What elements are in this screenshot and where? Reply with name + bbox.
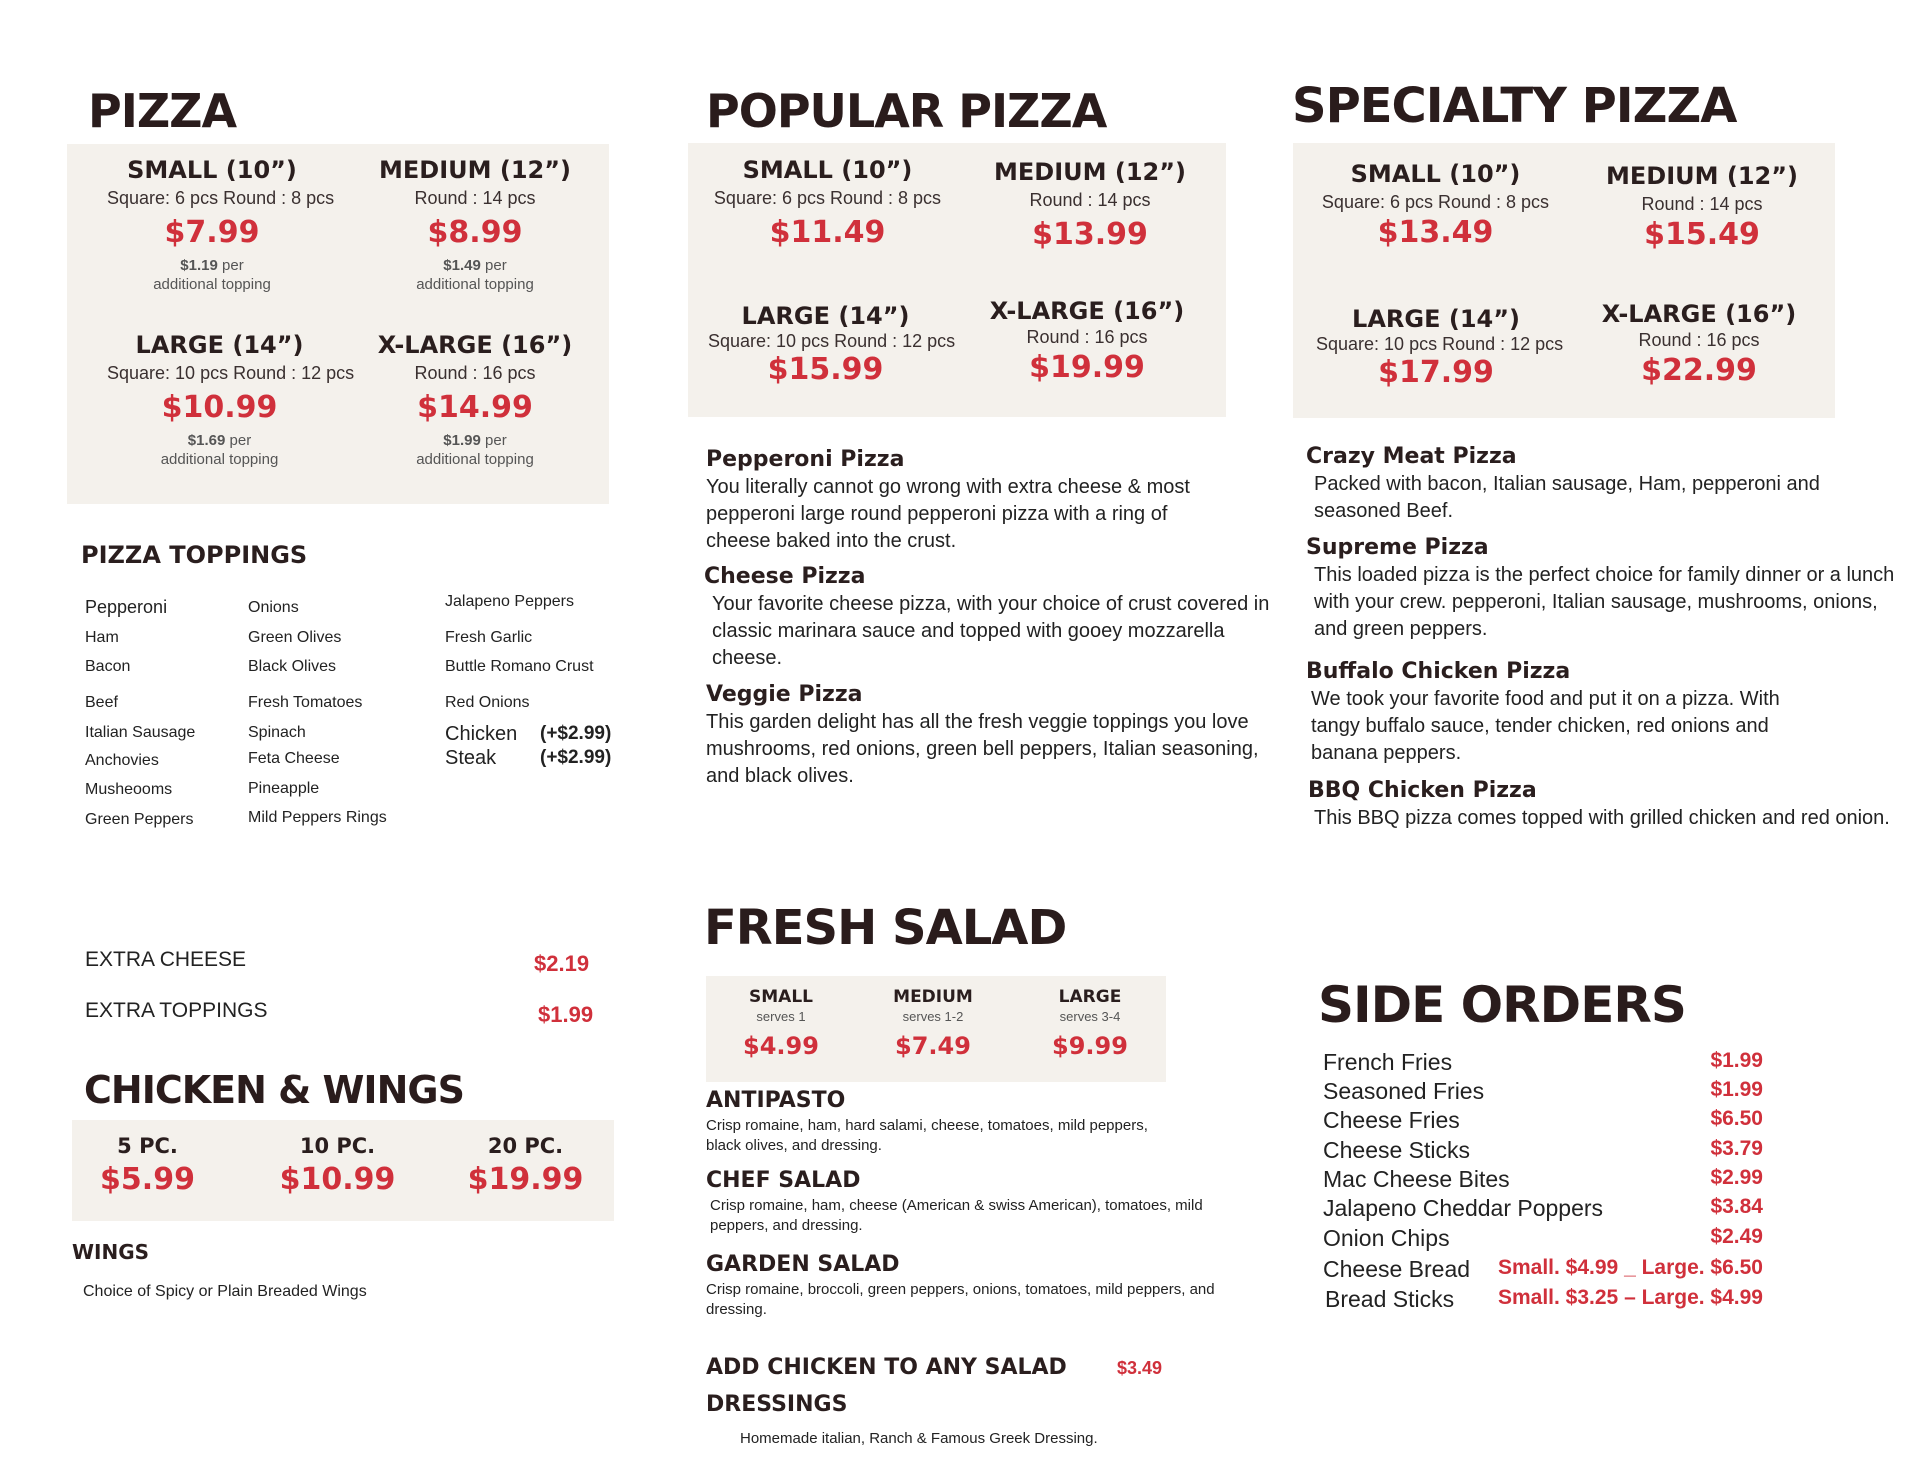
side-item-name: Cheese Fries (1323, 1107, 1460, 1133)
side-item (1323, 1166, 1763, 1193)
topping-item: Feta Cheese (248, 750, 340, 767)
side-item (1323, 1049, 1763, 1076)
menu-item-desc: This garden delight has all the fresh veggie toppings you love mushrooms, red onions, green bell peppers, Italian seasoning, and black olives. (706, 711, 1259, 787)
specialty-title: SPECIALTY PIZZA (1292, 78, 1737, 134)
size-price: $7.49 (895, 1032, 971, 1060)
side-item-name: Cheese Bread (1323, 1256, 1471, 1282)
side-item-price: $3.79 (1710, 1137, 1763, 1160)
salad-item-name: ANTIPASTO (706, 1088, 846, 1113)
size-name: MEDIUM (12”) (379, 156, 571, 184)
size-name: LARGE (14”) (1352, 305, 1520, 333)
specialty-size-xlarge (1594, 300, 1804, 388)
menu-item-name: Buffalo Chicken Pizza (1306, 659, 1571, 684)
menu-item-name: Cheese Pizza (704, 564, 866, 589)
side-item (1323, 1137, 1763, 1164)
size-count: Square: 6 pcs Round : 8 pcs (107, 188, 335, 208)
size-name: LARGE (1058, 987, 1122, 1007)
extra-cheese-price: $2.19 (534, 951, 590, 976)
side-item-price: $2.99 (1710, 1166, 1763, 1189)
menu-item-desc: This BBQ pizza comes topped with grilled chicken and red onion. (1314, 807, 1890, 829)
size-name: MEDIUM (12”) (994, 158, 1186, 186)
size-name: 5 PC. (117, 1134, 178, 1158)
size-price: $15.49 (1644, 217, 1760, 252)
dressings-desc: Homemade italian, Ranch & Famous Greek Dressing. (740, 1430, 1098, 1447)
salad-size (1025, 987, 1155, 1060)
pizza-size-large (107, 331, 355, 469)
menu-item-name: Pepperoni Pizza (706, 447, 905, 472)
side-item (1323, 1256, 1763, 1283)
pizza-size-medium (370, 156, 580, 294)
pizza-size-small (107, 156, 335, 294)
side-item-price: Small. $3.25 – Large. $4.99 (1497, 1286, 1763, 1309)
premium-topping-price: (+$2.99) (540, 723, 612, 744)
topping-item: Buttle Romano Crust (445, 658, 594, 675)
size-count: Square: 10 pcs Round : 12 pcs (708, 331, 956, 351)
side-item (1323, 1195, 1763, 1222)
premium-topping-price: (+$2.99) (540, 747, 612, 768)
side-item-name: French Fries (1323, 1049, 1453, 1075)
side-item (1323, 1286, 1763, 1313)
specialty-size-small (1318, 160, 1553, 250)
size-name: SMALL (10”) (742, 156, 913, 184)
topping-item: Bacon (85, 658, 131, 675)
side-item-name: Jalapeno Cheddar Poppers (1323, 1195, 1604, 1221)
extra-cheese-label: EXTRA CHEESE (85, 948, 247, 971)
size-count: Round : 16 pcs (414, 363, 536, 383)
size-price: $13.99 (1032, 217, 1148, 252)
popular-size-medium (985, 158, 1195, 252)
size-name: MEDIUM (12”) (1606, 162, 1798, 190)
menu-item-desc: Your favorite cheese pizza, with your choice of crust covered in classic marinara sauce and topped with gooey mozzarella cheese. (712, 593, 1270, 669)
chicken-size (458, 1134, 593, 1197)
salad-size (716, 987, 846, 1060)
size-price: $15.99 (767, 352, 884, 387)
sides-title: SIDE ORDERS (1318, 976, 1686, 1034)
menu-item-name: Supreme Pizza (1306, 535, 1489, 560)
menu-item-desc: We took your favorite food and put it on a pizza. With tangy buffalo sauce, tender chicken, red onions and banana peppers. (1311, 688, 1780, 764)
extra-toppings-price: $1.99 (538, 1002, 594, 1027)
menu-item-desc: This loaded pizza is the perfect choice for family dinner or a lunch with your crew. pepperoni, Italian sausage, mushrooms, onions, and green peppers. (1314, 564, 1895, 640)
size-name: 10 PC. (299, 1134, 376, 1158)
size-name: 20 PC. (487, 1134, 564, 1158)
size-price: $19.99 (1029, 350, 1145, 385)
salad-item-desc: Crisp romaine, broccoli, green peppers, onions, tomatoes, mild peppers, and dressing. (706, 1281, 1215, 1318)
size-price: $11.49 (769, 215, 886, 250)
size-name: X-LARGE (16”) (377, 331, 573, 359)
side-item (1323, 1225, 1763, 1252)
size-price: $4.99 (743, 1032, 819, 1060)
size-price: $8.99 (427, 215, 523, 250)
size-count: Square: 6 pcs Round : 8 pcs (713, 188, 942, 208)
popular-size-small (710, 156, 945, 250)
specialty-size-medium (1597, 162, 1807, 252)
premium-topping-name: Steak (445, 747, 497, 769)
side-item-price: $1.99 (1710, 1049, 1763, 1072)
topping-item: Green Peppers (85, 811, 194, 828)
size-count: Round : 16 pcs (1026, 327, 1148, 347)
side-item (1323, 1078, 1763, 1105)
toppings-title: PIZZA TOPPINGS (81, 541, 308, 569)
size-name: X-LARGE (16”) (989, 297, 1185, 325)
topping-item: Beef (85, 694, 118, 711)
menu-item-name: BBQ Chicken Pizza (1308, 778, 1537, 803)
size-count: Square: 6 pcs Round : 8 pcs (1321, 192, 1550, 212)
chicken-title: CHICKEN & WINGS (84, 1068, 464, 1112)
size-price: $9.99 (1052, 1032, 1128, 1060)
extra-toppings-label: EXTRA TOPPINGS (85, 999, 268, 1022)
salad-size (868, 987, 998, 1060)
salad-item-desc: Crisp romaine, ham, hard salami, cheese, tomatoes, mild peppers, black olives, and dressing. (706, 1117, 1148, 1154)
size-price: $10.99 (161, 390, 278, 425)
side-item-price: $1.99 (1710, 1078, 1763, 1101)
menu-item-desc: You literally cannot go wrong with extra cheese & most pepperoni large round pepperoni pizza with a ring of cheese baked into the crust. (706, 476, 1190, 552)
menu-item-name: Veggie Pizza (706, 682, 863, 707)
topping-item: Green Olives (248, 629, 342, 646)
pizza-title: PIZZA (88, 84, 237, 138)
chicken-size (90, 1134, 205, 1197)
add-chicken-label: ADD CHICKEN TO ANY SALAD (706, 1355, 1067, 1380)
topping-note: $1.69 per additional topping (160, 432, 279, 468)
size-name: X-LARGE (16”) (1601, 300, 1797, 328)
add-chicken-price: $3.49 (1117, 1358, 1163, 1378)
size-serves: serves 1 (756, 1009, 806, 1024)
size-count: Round : 16 pcs (1638, 330, 1760, 350)
size-name: MEDIUM (893, 987, 973, 1007)
topping-item: Jalapeno Peppers (445, 593, 574, 610)
side-item-name: Cheese Sticks (1323, 1137, 1471, 1163)
salad-item-name: CHEF SALAD (706, 1168, 861, 1193)
salad-title: FRESH SALAD (704, 900, 1067, 956)
size-count: Round : 14 pcs (414, 188, 536, 208)
size-count: Round : 14 pcs (1029, 190, 1151, 210)
side-item-name: Onion Chips (1323, 1225, 1450, 1251)
size-serves: serves 1-2 (902, 1009, 964, 1024)
side-item-price: Small. $4.99 _ Large. $6.50 (1497, 1256, 1763, 1279)
size-serves: serves 3-4 (1059, 1009, 1121, 1024)
topping-item: Musheooms (85, 781, 173, 798)
side-item-price: $3.84 (1710, 1195, 1763, 1218)
side-item (1323, 1107, 1763, 1134)
pizza-size-xlarge (370, 331, 580, 469)
size-price: $7.99 (164, 215, 260, 250)
topping-item: Fresh Tomatoes (248, 694, 363, 711)
premium-topping-name: Chicken (445, 723, 518, 745)
topping-item: Spinach (248, 724, 306, 741)
topping-item: Ham (85, 629, 119, 646)
size-name: LARGE (14”) (135, 331, 304, 359)
size-count: Square: 10 pcs Round : 12 pcs (107, 363, 355, 383)
wings-desc: Choice of Spicy or Plain Breaded Wings (83, 1283, 367, 1300)
wings-title: WINGS (72, 1240, 150, 1264)
chicken-size (270, 1134, 405, 1197)
size-count: Square: 10 pcs Round : 12 pcs (1316, 334, 1564, 354)
popular-title: POPULAR PIZZA (706, 84, 1107, 138)
dressings-title: DRESSINGS (706, 1392, 848, 1417)
popular-size-xlarge (982, 297, 1192, 385)
size-price: $22.99 (1641, 353, 1757, 388)
salad-item-desc: Crisp romaine, ham, cheese (American & swiss American), tomatoes, mild peppers, and dressing. (710, 1197, 1203, 1234)
menu-item-desc: Packed with bacon, Italian sausage, Ham, pepperoni and seasoned Beef. (1314, 473, 1820, 522)
size-price: $19.99 (467, 1162, 584, 1197)
side-item-price: $2.49 (1710, 1225, 1763, 1248)
size-name: LARGE (14”) (741, 302, 910, 330)
size-price: $10.99 (279, 1162, 396, 1197)
side-item-price: $6.50 (1710, 1107, 1763, 1130)
topping-item: Pineapple (248, 780, 320, 797)
size-name: SMALL (10”) (1350, 160, 1521, 188)
topping-note: $1.49 per additional topping (416, 257, 534, 293)
size-name: SMALL (749, 987, 813, 1007)
menu-item-name: Crazy Meat Pizza (1306, 444, 1517, 469)
topping-item: Onions (248, 599, 299, 616)
salad-item-name: GARDEN SALAD (706, 1252, 900, 1277)
topping-item: Anchovies (85, 752, 159, 769)
topping-item: Pepperoni (85, 597, 168, 617)
side-item-name: Mac Cheese Bites (1323, 1166, 1510, 1192)
specialty-size-large (1316, 305, 1564, 390)
topping-note: $1.19 per additional topping (153, 257, 271, 293)
topping-item: Italian Sausage (85, 724, 196, 741)
size-count: Round : 14 pcs (1641, 194, 1763, 214)
side-item-name: Bread Sticks (1325, 1286, 1455, 1312)
topping-item: Fresh Garlic (445, 629, 533, 646)
topping-item: Mild Peppers Rings (248, 809, 387, 826)
size-price: $17.99 (1378, 355, 1494, 390)
size-price: $14.99 (417, 390, 533, 425)
size-price: $5.99 (100, 1162, 195, 1197)
topping-item: Black Olives (248, 658, 337, 675)
popular-size-large (708, 302, 956, 387)
size-name: SMALL (10”) (127, 156, 297, 184)
size-price: $13.49 (1377, 215, 1494, 250)
topping-item: Red Onions (445, 694, 530, 711)
topping-note: $1.99 per additional topping (416, 432, 534, 468)
side-item-name: Seasoned Fries (1323, 1078, 1485, 1104)
